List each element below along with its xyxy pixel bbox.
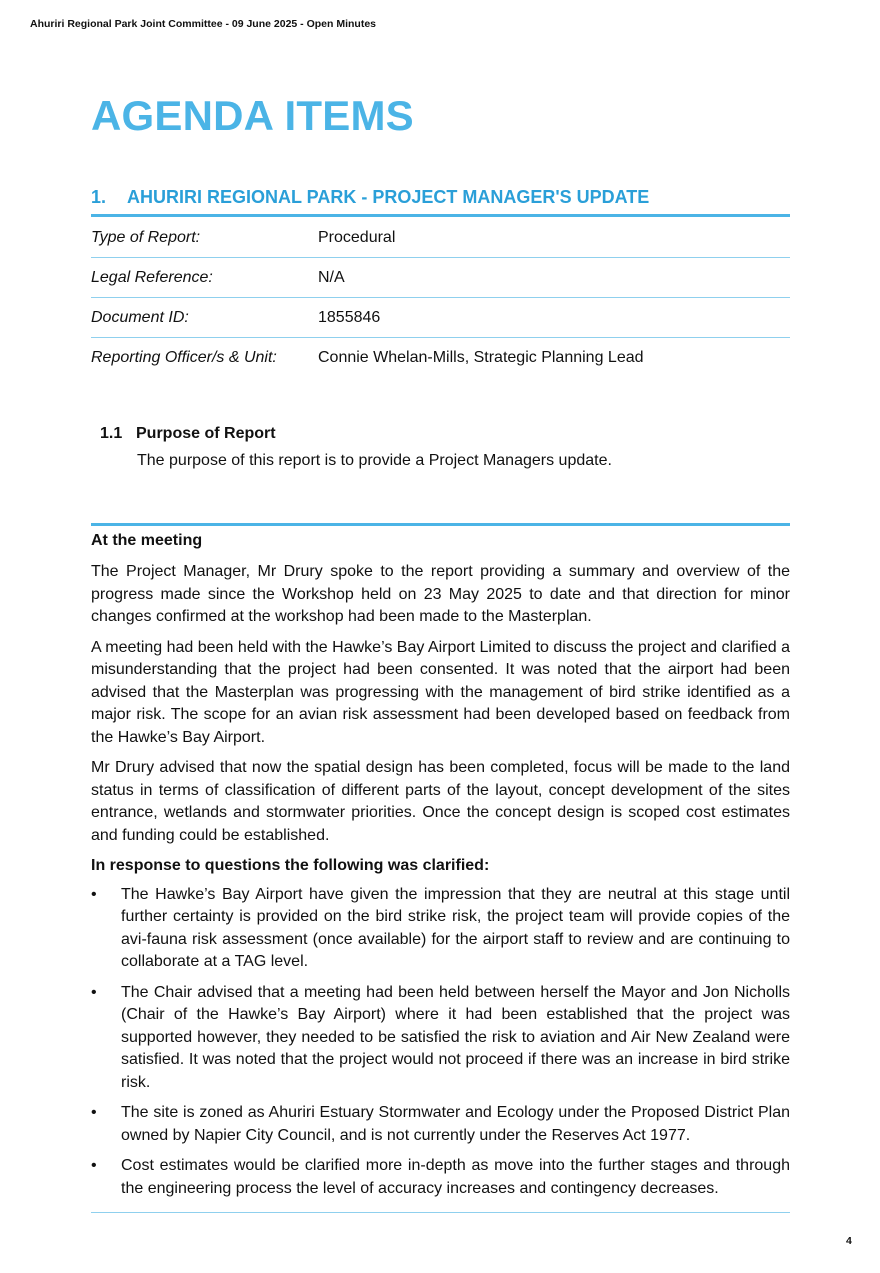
list-item	[91, 1155, 790, 1200]
list-item-text: Cost estimates would be clarified more in-depth as move into the further stages and through the engineering process the level of accuracy increases and contingency decreases.	[121, 1157, 790, 1197]
clarifications-list	[91, 884, 790, 1201]
meta-value: Procedural	[318, 218, 790, 258]
list-item	[91, 884, 790, 974]
list-item-text: The site is zoned as Ahuriri Estuary Stormwater and Ecology under the Proposed District Plan owned by Napier City Council, and is not currently under the Reserves Act 1977.	[121, 1104, 790, 1144]
meta-value: 1855846	[318, 298, 790, 338]
bottom-divider	[91, 1212, 790, 1213]
list-item	[91, 982, 790, 1095]
bullet-icon: •	[91, 885, 97, 903]
item-title: AHURIRI REGIONAL PARK - PROJECT MANAGER'S UPDATE	[127, 187, 650, 207]
meta-value: Connie Whelan-Mills, Strategic Planning Lead	[318, 348, 644, 366]
list-item	[91, 1102, 790, 1147]
meta-value: N/A	[318, 258, 790, 298]
questions-heading: In response to questions the following was clarified:	[91, 857, 490, 874]
meta-row	[91, 218, 790, 258]
purpose-title: Purpose of Report	[136, 425, 276, 442]
agenda-title: AGENDA ITEMS	[91, 92, 414, 139]
purpose-body: The purpose of this report is to provide a Project Managers update.	[137, 452, 612, 469]
page-number: 4	[846, 1235, 852, 1247]
meeting-section	[91, 531, 790, 1208]
bullet-icon: •	[91, 1104, 97, 1121]
section-divider	[91, 523, 790, 526]
meeting-paragraph: Mr Drury advised that now the spatial design has been completed, focus will be made to the land status in terms of classification of different parts of the layout, concept development of the sites entrance, wetlands and stormwater priorities. Once the concept design is scoped cost estimates and funding could be established.	[91, 759, 790, 844]
meta-row	[91, 258, 790, 298]
meta-label: Document ID:	[91, 298, 318, 338]
list-item-text: The Hawke’s Bay Airport have given the impression that they are neutral at this stage until further certainty is provided on the bird strike risk, the project team will provide copies of the avi-fauna risk assessment (once available) for the airport staff to review and are continuing to collaborate at a TAG level.	[121, 885, 790, 970]
meta-label: Legal Reference:	[91, 258, 318, 298]
meeting-paragraph: The Project Manager, Mr Drury spoke to the report providing a summary and overview of the progress made since the Workshop held on 23 May 2025 to date and that direction for minor changes confirmed at the workshop had been made to the Masterplan.	[91, 563, 790, 625]
purpose-heading	[100, 425, 276, 443]
meta-label: Type of Report:	[91, 218, 318, 258]
meta-row	[91, 298, 790, 338]
report-meta-table	[91, 218, 790, 377]
meeting-paragraph: A meeting had been held with the Hawke’s Bay Airport Limited to discuss the project and clarified a misunderstanding that the project had been consented. It was noted that the airport had been advised that the Masterplan was progressing with the management of bird strike identified as a major risk. The scope for an avian risk assessment had been developed based on feedback from the Hawke’s Bay Airport.	[91, 638, 790, 746]
bullet-icon: •	[91, 983, 97, 1001]
item-number: 1.	[91, 187, 107, 207]
purpose-number: 1.1	[100, 425, 123, 442]
meta-label: Reporting Officer/s & Unit:	[91, 348, 277, 366]
list-item-text: The Chair advised that a meeting had been held between herself the Mayor and Jon Nicholls (Chair of the Hawke’s Bay Airport) where it had been established that the project was supported however, they needed to be satisfied the risk to aviation and Air New Zealand were satisfied. It was noted that the project would not proceed if there was an increase in bird strike risk.	[121, 983, 790, 1091]
bullet-icon: •	[91, 1157, 97, 1174]
running-header: Ahuriri Regional Park Joint Committee - 09 June 2025 - Open Minutes	[30, 18, 376, 30]
meta-row	[91, 338, 790, 378]
item-heading	[91, 187, 790, 217]
meeting-heading: At the meeting	[91, 532, 203, 549]
